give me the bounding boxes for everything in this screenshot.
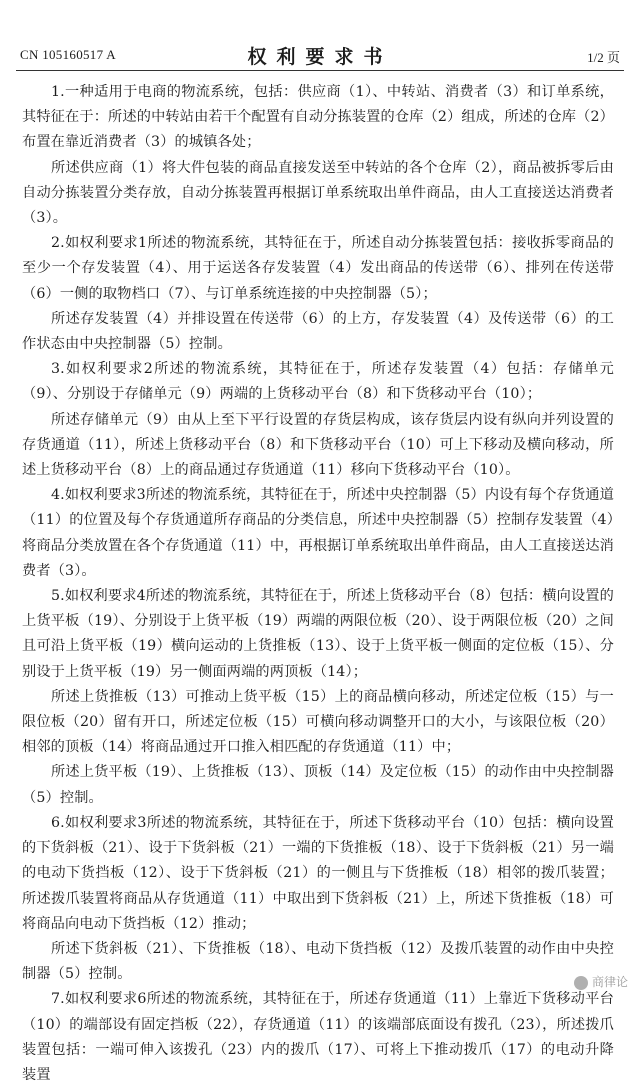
- claim-6-paragraph: 6.如权利要求3所述的物流系统，其特征在于，所述下货移动平台（10）包括：横向设置的下货斜板（21）、设于下货斜板（21）一端的下货推板（18）、设于下货斜板（21）另一端的电动下货挡板（12）、设于下货斜板（21）的一侧且与下货推板（18）相邻的拨爪装置；所述拨爪装置将商品从存货通道（11）中取出到下货斜板（21）上，所述下货推板（18）可将商品向电动下货挡板（12）推动；: [22, 814, 614, 932]
- claim-1-detail-paragraph: 所述供应商（1）将大件包装的商品直接发送至中转站的各个仓库（2），商品被拆零后由自动分拣装置分类存放，自动分拣装置再根据订单系统取出单件商品，由人工直接送达消费者（3）。: [22, 159, 614, 227]
- page-title: 权利要求书: [247, 46, 393, 68]
- claim-6-control-paragraph: 所述下货斜板（21）、下货推板（18）、电动下货挡板（12）及拨爪装置的动作由中央控制器（5）控制。: [22, 940, 614, 983]
- claim-5-paragraph: 5.如权利要求4所述的物流系统，其特征在于，所述上货移动平台（8）包括：横向设置的上货平板（19）、分别设于上货平板（19）两端的两限位板（20）、设于两限位板（20）之间且可沿上货平板（19）横向运动的上货推板（13）、设于上货平板一侧面的定位板（15）、分别设于上货平板（19）另一侧面两端的两顶板（14）；: [22, 588, 614, 680]
- claim-4-paragraph: 4.如权利要求3所述的物流系统，其特征在于，所述中央控制器（5）内设有每个存货通道（11）的位置及每个存货通道所存商品的分类信息，所述中央控制器（5）控制存发装置（4）将商品分类放置在各个存货通道（11）中，再根据订单系统取出单件商品，由人工直接送达消费者（3）。: [22, 487, 614, 579]
- watermark-text: 商律论: [591, 975, 628, 989]
- page-number: 1/2 页: [587, 50, 620, 65]
- claim-7-paragraph: 7.如权利要求6所述的物流系统，其特征在于，所述存货通道（11）上靠近下货移动平台（10）的端部设有固定挡板（22），存货通道（11）的该端部底面设有拨孔（23），所述拨爪装置包括：一端可伸入该拨孔（23）内的拨爪（17）、可将上下推动拨爪（17）的电动升降装置: [22, 991, 614, 1083]
- header-divider: [16, 70, 624, 71]
- claim-3-detail-paragraph: 所述存储单元（9）由从上至下平行设置的存货层构成，该存货层内设有纵向并列设置的存货通道（11），所述上货移动平台（8）和下货移动平台（10）可上下移动及横向移动，所述上货移动平台（8）上的商品通过存货通道（11）移向下货移动平台（10）。: [22, 411, 614, 479]
- publication-number: CN 105160517 A: [20, 47, 116, 62]
- claim-1-paragraph: 1.一种适用于电商的物流系统，包括：供应商（1）、中转站、消费者（3）和订单系统，其特征在于：所述的中转站由若干个配置有自动分拣装置的仓库（2）组成，所述的仓库（2）布置在靠近消费者（3）的城镇各处；: [22, 84, 614, 151]
- watermark: [574, 973, 628, 990]
- claims-body: [22, 80, 614, 1088]
- page-header: [0, 0, 640, 72]
- claim-3-paragraph: 3.如权利要求2所述的物流系统，其特征在于，所述存发装置（4）包括：存储单元（9）、分别设于存储单元（9）两端的上货移动平台（8）和下货移动平台（10）；: [22, 361, 614, 403]
- wechat-icon: [574, 976, 588, 990]
- claim-2-detail-paragraph: 所述存发装置（4）并排设置在传送带（6）的上方，存发装置（4）及传送带（6）的工作状态由中央控制器（5）控制。: [22, 310, 614, 353]
- claim-5-control-paragraph: 所述上货平板（19）、上货推板（13）、顶板（14）及定位板（15）的动作由中央控制器（5）控制。: [22, 764, 614, 806]
- claim-5-detail-paragraph: 所述上货推板（13）可推动上货平板（15）上的商品横向移动，所述定位板（15）与一限位板（20）留有开口，所述定位板（15）可横向移动调整开口的大小，与该限位板（20）相邻的顶板（14）将商品通过开口推入相匹配的存货通道（11）中；: [22, 688, 614, 756]
- claim-2-paragraph: 2.如权利要求1所述的物流系统，其特征在于，所述自动分拣装置包括：接收拆零商品的至少一个存发装置（4）、用于运送各存发装置（4）发出商品的传送带（6）、排列在传送带（6）一侧的取物档口（7）、与订单系统连接的中央控制器（5）；: [22, 235, 614, 302]
